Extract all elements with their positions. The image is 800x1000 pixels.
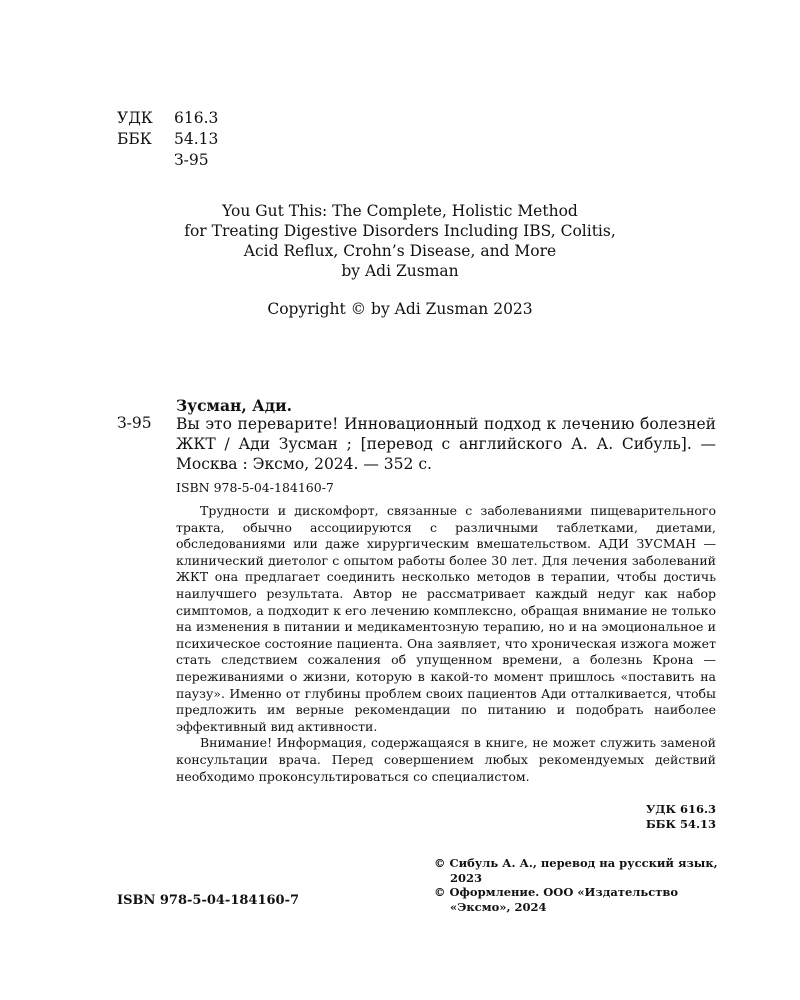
original-title-line-1: You Gut This: The Complete, Holistic Method — [222, 202, 578, 220]
bibliographic-description: Вы это переварите! Инновационный подход к лечению болезней ЖКТ / Ади Зусман ; [перевод с английского А. А. Сибуль]. — Москва : Эксмо, 2024. — 352 с. — [176, 415, 716, 473]
bibliographic-author-mark: З-95 — [117, 414, 152, 432]
original-by-line: by Adi Zusman — [341, 262, 459, 280]
udk-label: УДК — [117, 109, 153, 127]
bibliographic-author: Зусман, Ади. — [176, 396, 293, 415]
footer-classification — [646, 802, 716, 832]
footer-isbn: ISBN 978-5-04-184160-7 — [117, 893, 300, 908]
bbk-value: 54.13 — [174, 130, 219, 148]
copyright-design: © Оформление. ООО «Издательство «Эксмо», 2024 — [434, 885, 678, 914]
footer-copyrights — [434, 856, 724, 914]
footer-udk: УДК 616.3 — [645, 802, 716, 816]
udk-value: 616.3 — [174, 109, 219, 127]
original-title-line-2: for Treating Digestive Disorders Including IBS, Colitis, — [184, 222, 616, 240]
original-copyright: Copyright © by Adi Zusman 2023 — [267, 300, 533, 318]
annotation-paragraph-1: Трудности и дискомфорт, связанные с заболеваниями пищеварительного тракта, обычно ассоциируются с различными таблетками, диетами, обследованиями или даже хирургическим вмешательством. АДИ ЗУСМАН — клинический диетолог с опытом работы более 30 лет. Для лечения заболеваний ЖКТ она предлагает соединить несколько методов в терапии, чтобы достичь наилучшего результата. Автор не рассматривает каждый недуг как набор симптомов, а подходит к его лечению комплексно, обращая внимание не только на изменения в питании и медикаментозную терапию, но и на эмоциональное и психическое состояние пациента. Она заявляет, что хроническая изжога может стать следствием сожаления об упущенном времени, а болезнь Крона — переживаниями о жизни, которую в какой-то момент пришлось «поставить на паузу». Именно от глубины проблем своих пациентов Ади отталкивается, чтобы предложить им верные рекомендации по питанию и подобрать наиболее эффективный вид активности. — [176, 503, 716, 734]
author-mark: З-95 — [174, 151, 209, 169]
bbk-label: ББК — [117, 130, 152, 148]
classification-codes — [117, 108, 218, 171]
udk-row — [117, 108, 218, 129]
copyright-translation: © Сибуль А. А., перевод на русский язык, 2023 — [434, 856, 718, 885]
annotation-paragraph-2: Внимание! Информация, содержащаяся в книге, не может служить заменой консультации врача. Перед совершением любых рекомендуемых действий необходимо проконсультироваться со специалистом. — [176, 735, 716, 784]
original-title-line-3: Acid Reflux, Crohn’s Disease, and More — [243, 242, 557, 260]
annotation — [176, 503, 716, 785]
bibliographic-isbn: ISBN 978-5-04-184160-7 — [176, 480, 334, 495]
bbk-row — [117, 129, 218, 150]
author-mark-row — [117, 150, 218, 171]
original-edition — [0, 201, 800, 319]
footer-bbk: ББК 54.13 — [645, 817, 716, 831]
